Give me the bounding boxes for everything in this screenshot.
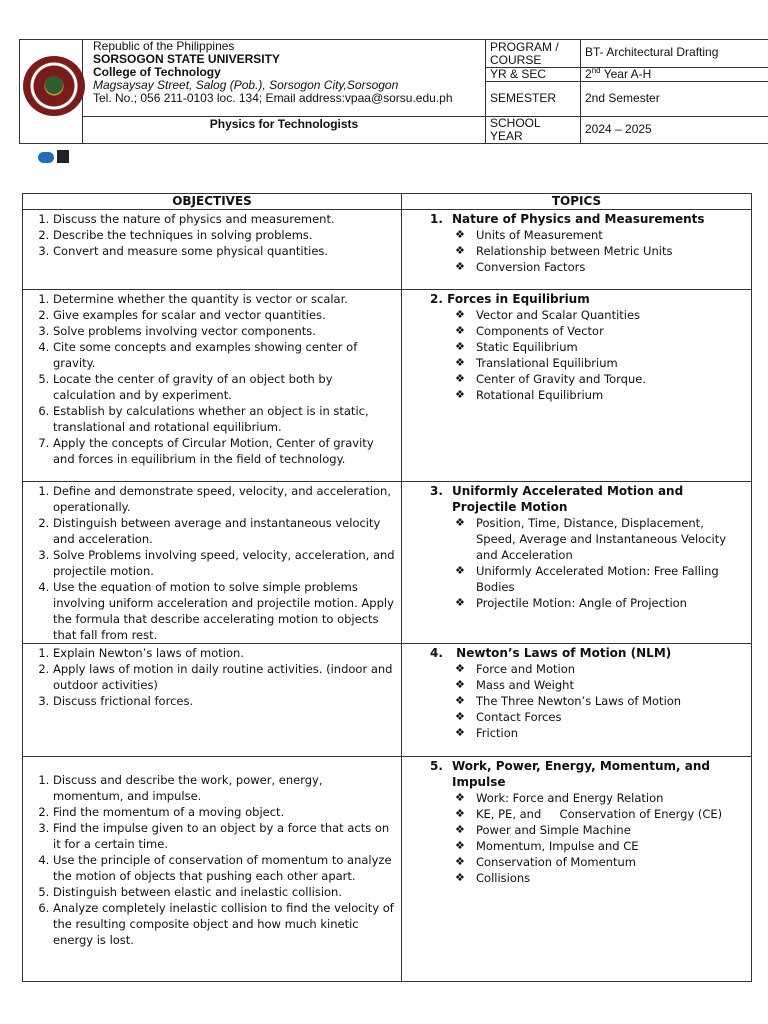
- subtopic-item: ❖ Relationship between Metric Units: [476, 243, 745, 259]
- objective-item: 2. Apply laws of motion in daily routine activities. (indoor and outdoor activities): [53, 661, 395, 693]
- topics-cell: [402, 482, 752, 644]
- objective-item: 4. Cite some concepts and examples showing center of gravity.: [53, 339, 395, 371]
- objective-item: 1. Define and demonstrate speed, velocity, and acceleration, operationally.: [53, 483, 395, 515]
- objective-item: 2. Find the momentum of a moving object.: [53, 804, 395, 820]
- objectives-cell: [23, 644, 402, 757]
- topics-cell: [402, 757, 752, 982]
- objective-item: 6. Establish by calculations whether an object is in static, translational and rotational equilibrium.: [53, 403, 395, 435]
- university-info: [83, 40, 486, 117]
- subtopic-item: ❖ Work: Force and Energy Relation: [476, 790, 745, 806]
- objectives-column-header: OBJECTIVES: [23, 194, 402, 210]
- objective-item: 3. Find the impulse given to an object by a force that acts on it for a certain time.: [53, 820, 395, 852]
- semester-value: 2nd Semester: [581, 82, 768, 116]
- accreditation-badge-icon: [38, 152, 54, 163]
- subtopic-item: ❖ Force and Motion: [476, 661, 745, 677]
- subtopic-item: ❖ Rotational Equilibrium: [476, 387, 745, 403]
- college-name: College of Technology: [93, 65, 221, 79]
- objective-item: 6. Analyze completely inelastic collision to find the velocity of the resulting composite object and how much kinetic energy is lost.: [53, 900, 395, 948]
- subtopic-item: ❖ Vector and Scalar Quantities: [476, 307, 745, 323]
- topics-cell: [402, 644, 752, 757]
- document-header: [19, 39, 768, 144]
- subtopic-item: ❖ Conversion Factors: [476, 259, 745, 275]
- subtopic-item: ❖ KE, PE, and Conservation of Energy (CE): [476, 806, 745, 822]
- table-row: [23, 482, 752, 644]
- yr-sec-label: YR & SEC: [486, 68, 581, 82]
- subtopic-item: ❖ Conservation of Momentum: [476, 854, 745, 870]
- table-header-row: [23, 194, 752, 210]
- objectives-topics-table: [22, 193, 752, 982]
- course-title: Physics for Technologists: [83, 116, 486, 143]
- logo-cell: [20, 40, 83, 144]
- topic-heading: 1. Nature of Physics and Measurements: [430, 212, 705, 226]
- objective-item: 1. Discuss and describe the work, power, energy, momentum, and impulse.: [53, 772, 395, 804]
- program-value: BT- Architectural Drafting: [581, 40, 768, 68]
- objectives-cell: [23, 290, 402, 482]
- objective-item: 2. Distinguish between average and instantaneous velocity and acceleration.: [53, 515, 395, 547]
- objective-item: 2. Give examples for scalar and vector quantities.: [53, 307, 395, 323]
- topic-heading: 3. Uniformly Accelerated Motion and Projectile Motion: [430, 484, 684, 514]
- subtopic-item: ❖ Momentum, Impulse and CE: [476, 838, 745, 854]
- school-year-value: 2024 – 2025: [581, 116, 768, 143]
- address-line: Magsaysay Street, Salog (Pob.), Sorsogon City,Sorsogon: [93, 78, 399, 92]
- subtopic-item: ❖ Friction: [476, 725, 745, 741]
- objective-item: 1. Discuss the nature of physics and measurement.: [53, 211, 395, 227]
- table-row: [23, 757, 752, 982]
- university-name: SORSOGON STATE UNIVERSITY: [93, 52, 280, 66]
- objective-item: 3. Convert and measure some physical quantities.: [53, 243, 395, 259]
- subtopic-item: ❖ Translational Equilibrium: [476, 355, 745, 371]
- objective-item: 7. Apply the concepts of Circular Motion, Center of gravity and forces in equilibrium in the field of technology.: [53, 435, 395, 467]
- topics-column-header: TOPICS: [402, 194, 752, 210]
- subtopic-item: ❖ Contact Forces: [476, 709, 745, 725]
- objective-item: 2. Describe the techniques in solving problems.: [53, 227, 395, 243]
- semester-label: SEMESTER: [486, 82, 581, 116]
- subtopic-item: ❖ Collisions: [476, 870, 745, 886]
- subtopic-item: ❖ Components of Vector: [476, 323, 745, 339]
- topic-heading: 5. Work, Power, Energy, Momentum, and Impulse: [430, 759, 710, 789]
- subtopic-item: ❖ Center of Gravity and Torque.: [476, 371, 745, 387]
- objective-item: 3. Discuss frictional forces.: [53, 693, 395, 709]
- subtopic-item: ❖ Power and Simple Machine: [476, 822, 745, 838]
- subtopic-item: ❖ Uniformly Accelerated Motion: Free Falling Bodies: [476, 563, 745, 595]
- objective-item: 5. Distinguish between elastic and inelastic collision.: [53, 884, 395, 900]
- school-year-label: SCHOOL YEAR: [486, 116, 581, 143]
- objectives-cell: [23, 757, 402, 982]
- objectives-cell: [23, 210, 402, 290]
- subtopic-item: ❖ Static Equilibrium: [476, 339, 745, 355]
- objective-item: 5. Locate the center of gravity of an object both by calculation and by experiment.: [53, 371, 395, 403]
- subtopic-item: ❖ The Three Newton’s Laws of Motion: [476, 693, 745, 709]
- table-row: [23, 644, 752, 757]
- yr-sec-value: 2nd Year A-H: [581, 68, 768, 82]
- subtopic-item: ❖ Projectile Motion: Angle of Projection: [476, 595, 745, 611]
- objective-item: 1. Explain Newton’s laws of motion.: [53, 645, 395, 661]
- subtopic-item: ❖ Mass and Weight: [476, 677, 745, 693]
- program-label: PROGRAM / COURSE: [486, 40, 581, 68]
- objective-item: 3. Solve Problems involving speed, velocity, acceleration, and projectile motion.: [53, 547, 395, 579]
- objective-item: 4. Use the equation of motion to solve simple problems involving uniform acceleration and projectile motion. Apply the formula that describe accelerating motion to objects that fall from rest.: [53, 579, 395, 643]
- topic-heading: 4. Newton’s Laws of Motion (NLM): [430, 646, 672, 660]
- topic-heading: 2. Forces in Equilibrium: [430, 292, 590, 306]
- objective-item: 3. Solve problems involving vector components.: [53, 323, 395, 339]
- university-seal-icon: [23, 56, 85, 116]
- objective-item: 1. Determine whether the quantity is vector or scalar.: [53, 291, 395, 307]
- topics-cell: [402, 290, 752, 482]
- objectives-cell: [23, 482, 402, 644]
- republic-line: Republic of the Philippines: [93, 39, 235, 53]
- objective-item: 4. Use the principle of conservation of momentum to analyze the motion of objects that pushing each other apart.: [53, 852, 395, 884]
- certification-badge-icon: [57, 150, 69, 163]
- table-row: [23, 290, 752, 482]
- contact-line: Tel. No.; 056 211-0103 loc. 134; Email address:vpaa@sorsu.edu.ph: [93, 91, 453, 105]
- subtopic-item: ❖ Position, Time, Distance, Displacement, Speed, Average and Instantaneous Velocity and Acceleration: [476, 515, 745, 563]
- subtopic-item: ❖ Units of Measurement: [476, 227, 745, 243]
- topics-cell: [402, 210, 752, 290]
- table-row: [23, 210, 752, 290]
